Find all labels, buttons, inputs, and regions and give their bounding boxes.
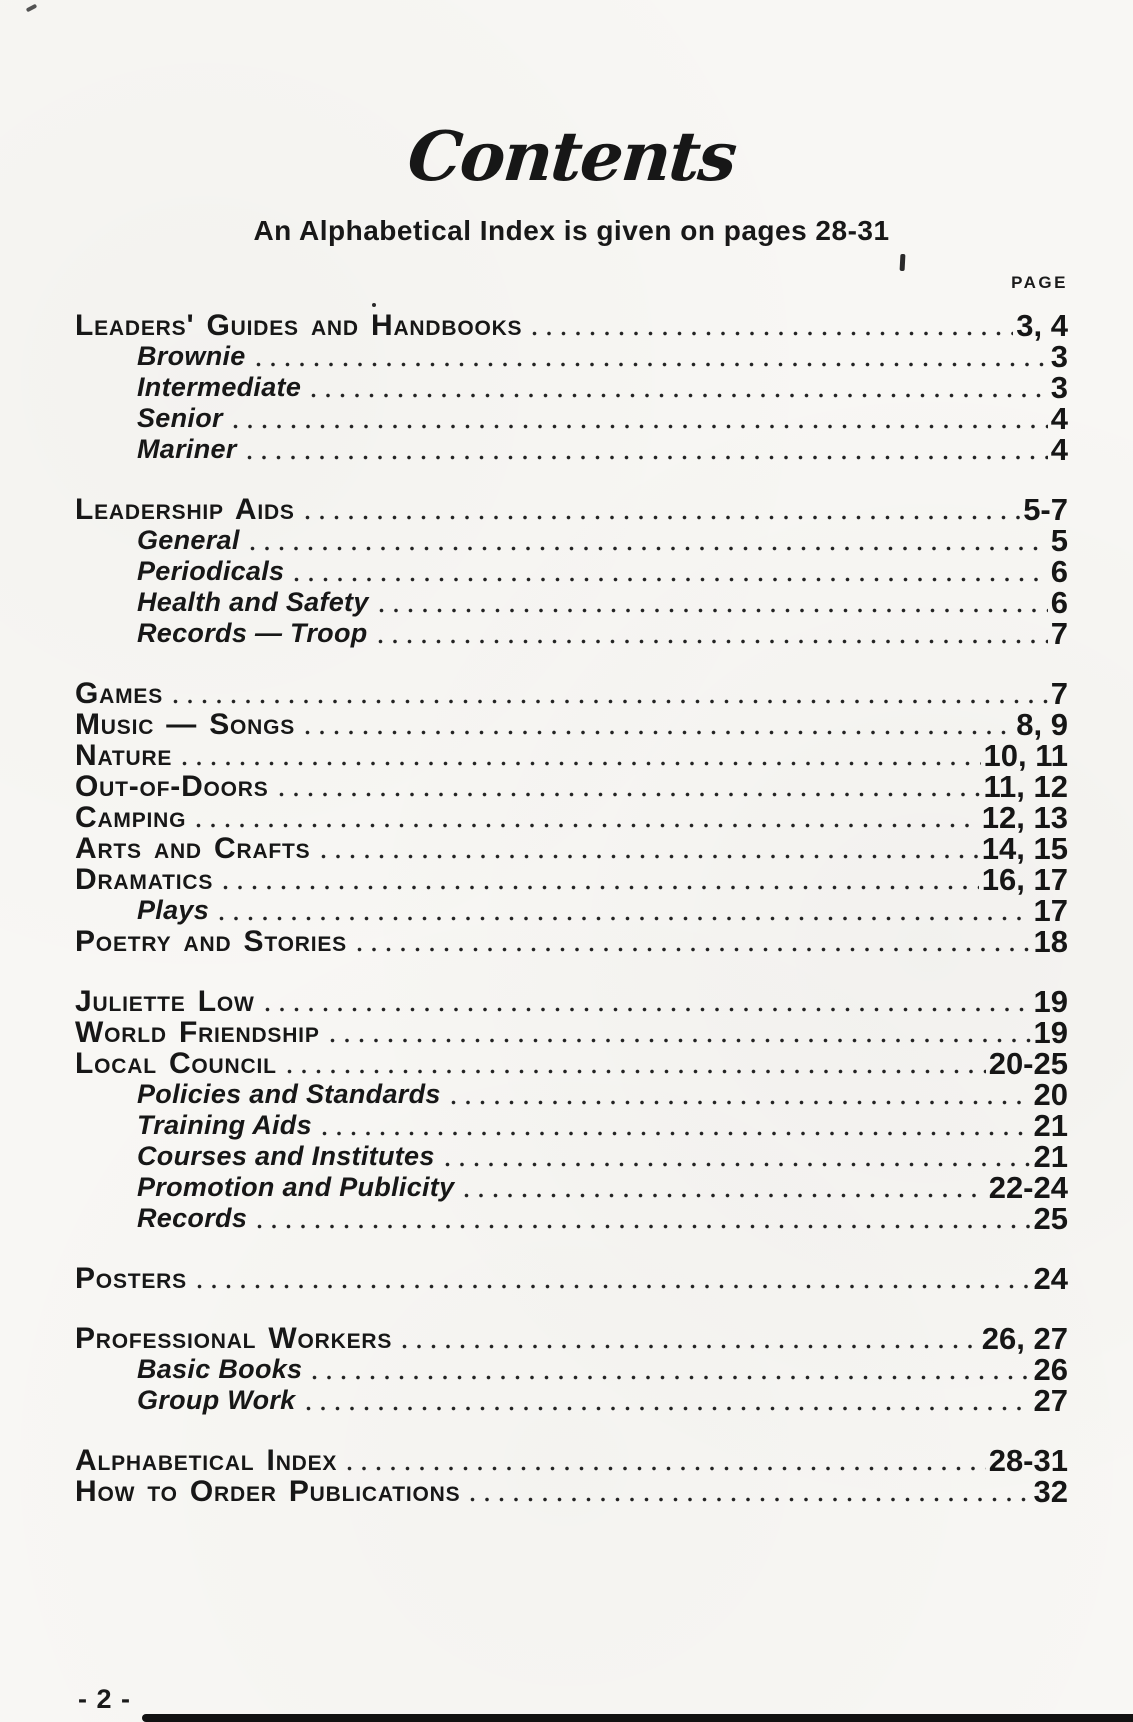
toc-entry-label: Local Council: [75, 1047, 277, 1080]
toc-row: [75, 310, 1068, 341]
toc-row: [75, 1203, 1068, 1234]
toc-row: [75, 1141, 1068, 1172]
toc-entry-label: Records: [137, 1203, 248, 1233]
toc-page-number: 21: [1033, 1108, 1068, 1143]
toc-row: [75, 1354, 1068, 1385]
toc-row: [75, 1263, 1068, 1294]
toc-page-number: 7: [1050, 616, 1068, 651]
toc-entry-label: Games: [75, 677, 164, 710]
toc-dot-leader: [347, 1445, 985, 1476]
toc-row: [75, 833, 1068, 864]
scan-speck: [26, 4, 38, 13]
toc-dot-leader: [279, 771, 981, 802]
toc-page-number: 32: [1033, 1474, 1068, 1509]
toc-page-number: 20-25: [988, 1046, 1068, 1081]
toc-dot-leader: [445, 1141, 1031, 1172]
toc-entry-label: Posters: [75, 1262, 187, 1295]
toc-page-number: 3, 4: [1016, 308, 1068, 343]
toc-row: [75, 372, 1068, 403]
toc-row: [75, 771, 1068, 802]
toc-row: [75, 1445, 1068, 1476]
toc-page-number: 25: [1033, 1201, 1068, 1236]
toc-dot-leader: [173, 678, 1048, 709]
toc-entry-label: Nature: [75, 739, 173, 772]
toc-entry-label: Basic Books: [137, 1354, 303, 1384]
toc-dot-leader: [378, 618, 1048, 649]
page-sheet: [75, 0, 1068, 1507]
toc-dot-leader: [464, 1172, 985, 1203]
toc-row: [75, 587, 1068, 618]
toc-entry-label: World Friendship: [75, 1016, 320, 1049]
toc-entry-label: Mariner: [137, 434, 237, 464]
toc-page-number: 22-24: [988, 1170, 1068, 1205]
toc-dot-leader: [287, 1048, 986, 1079]
toc-page-number: 16, 17: [981, 862, 1068, 897]
toc-page-number: 21: [1033, 1139, 1068, 1174]
toc-dot-leader: [182, 740, 980, 771]
toc-dot-leader: [402, 1323, 979, 1354]
toc-entry-label: General: [137, 525, 240, 555]
toc-page-number: 6: [1050, 554, 1068, 589]
toc-row: [75, 802, 1068, 833]
toc-entry-label: Plays: [137, 895, 210, 925]
toc-row: [75, 678, 1068, 709]
toc-row: [75, 1323, 1068, 1354]
toc-dot-leader: [265, 986, 1031, 1017]
page-number-footer: - 2 -: [78, 1684, 132, 1714]
toc-group: [75, 1263, 1068, 1294]
toc-row: [75, 986, 1068, 1017]
contents-title: Contents: [404, 117, 739, 197]
toc-dot-leader: [305, 494, 1020, 525]
scan-speck: [900, 254, 906, 271]
toc-row: [75, 740, 1068, 771]
toc-group: [75, 1323, 1068, 1416]
toc-page-number: 19: [1033, 1015, 1068, 1050]
toc-row: [75, 1110, 1068, 1141]
toc-page-number: 14, 15: [981, 831, 1068, 866]
toc-row: [75, 1079, 1068, 1110]
page-column-header: PAGE: [1011, 273, 1068, 292]
toc-entry-label: Training Aids: [137, 1110, 312, 1140]
toc-entry-label: Senior: [137, 403, 223, 433]
toc-page-number: 7: [1050, 676, 1068, 711]
toc-group: [75, 494, 1068, 649]
toc-page-number: 28-31: [988, 1443, 1068, 1478]
toc-page-number: 11, 12: [983, 769, 1068, 804]
toc-entry-label: Leadership Aids: [75, 493, 295, 526]
toc-row: [75, 618, 1068, 649]
toc-page-number: 20: [1033, 1077, 1068, 1112]
scan-edge-bar: [142, 1714, 1133, 1722]
toc-page-number: 5: [1050, 523, 1068, 558]
toc-page-number: 19: [1033, 984, 1068, 1019]
toc-entry-label: Intermediate: [137, 372, 302, 402]
toc-row: [75, 864, 1068, 895]
toc-page-number: 18: [1033, 924, 1068, 959]
toc-entry-label: Alphabetical Index: [75, 1444, 338, 1477]
toc-dot-leader: [451, 1079, 1031, 1110]
toc-entry-label: Policies and Standards: [137, 1079, 441, 1109]
toc-page-number: 10, 11: [983, 738, 1068, 773]
toc-entry-label: Camping: [75, 801, 187, 834]
toc-page-number: 4: [1050, 401, 1068, 436]
toc-group: [75, 678, 1068, 957]
toc-dot-leader: [294, 556, 1047, 587]
toc-page-number: 4: [1050, 432, 1068, 467]
toc-list: [75, 310, 1068, 1507]
toc-row: [75, 434, 1068, 465]
toc-page-number: 12, 13: [981, 800, 1068, 835]
toc-dot-leader: [312, 1354, 1030, 1385]
toc-entry-label: Brownie: [137, 341, 246, 371]
toc-dot-leader: [305, 709, 1013, 740]
toc-dot-leader: [247, 434, 1048, 465]
toc-group: [75, 1445, 1068, 1507]
toc-row: [75, 709, 1068, 740]
toc-entry-label: Promotion and Publicity: [137, 1172, 455, 1202]
alphabetical-index-note: An Alphabetical Index is given on pages 28-31: [253, 215, 890, 246]
toc-row: [75, 1017, 1068, 1048]
toc-dot-leader: [322, 1110, 1031, 1141]
toc-row: [75, 1476, 1068, 1507]
scan-speck: [372, 303, 376, 307]
toc-page-number: 6: [1050, 585, 1068, 620]
toc-page-number: 8, 9: [1016, 707, 1068, 742]
toc-group: [75, 986, 1068, 1234]
toc-row: [75, 1385, 1068, 1416]
toc-dot-leader: [330, 1017, 1031, 1048]
toc-row: [75, 403, 1068, 434]
toc-row: [75, 494, 1068, 525]
toc-entry-label: Leaders' Guides and Handbooks: [75, 309, 523, 342]
toc-row: [75, 895, 1068, 926]
toc-row: [75, 926, 1068, 957]
toc-entry-label: Group Work: [137, 1385, 296, 1415]
toc-entry-label: Courses and Institutes: [137, 1141, 435, 1171]
toc-row: [75, 1048, 1068, 1079]
toc-row: [75, 1172, 1068, 1203]
toc-dot-leader: [357, 926, 1031, 957]
toc-page-number: 27: [1033, 1383, 1068, 1418]
toc-dot-leader: [532, 310, 1013, 341]
toc-page-number: 26, 27: [981, 1321, 1068, 1356]
toc-dot-leader: [306, 1385, 1031, 1416]
toc-row: [75, 341, 1068, 372]
toc-dot-leader: [256, 341, 1048, 372]
toc-entry-label: Out-of-Doors: [75, 770, 269, 803]
toc-dot-leader: [470, 1476, 1030, 1507]
toc-dot-leader: [223, 864, 979, 895]
toc-entry-label: Dramatics: [75, 863, 214, 896]
toc-dot-leader: [321, 833, 979, 864]
toc-entry-label: How to Order Publications: [75, 1475, 461, 1508]
toc-entry-label: Poetry and Stories: [75, 925, 347, 958]
toc-dot-leader: [196, 802, 979, 833]
toc-page-number: 26: [1033, 1352, 1068, 1387]
toc-page-number: 5-7: [1023, 492, 1068, 527]
toc-dot-leader: [311, 372, 1048, 403]
toc-page-number: 24: [1033, 1261, 1068, 1296]
toc-dot-leader: [379, 587, 1048, 618]
toc-dot-leader: [233, 403, 1048, 434]
toc-dot-leader: [197, 1263, 1031, 1294]
toc-group: [75, 310, 1068, 465]
toc-dot-leader: [250, 525, 1048, 556]
toc-entry-label: Health and Safety: [137, 587, 369, 617]
toc-row: [75, 556, 1068, 587]
toc-entry-label: Records — Troop: [137, 618, 368, 648]
toc-dot-leader: [257, 1203, 1030, 1234]
toc-dot-leader: [219, 895, 1030, 926]
toc-entry-label: Arts and Crafts: [75, 832, 311, 865]
toc-entry-label: Music — Songs: [75, 708, 296, 741]
toc-entry-label: Periodicals: [137, 556, 285, 586]
toc-row: [75, 525, 1068, 556]
toc-page-number: 3: [1050, 339, 1068, 374]
toc-page-number: 17: [1033, 893, 1068, 928]
toc-entry-label: Juliette Low: [75, 985, 255, 1018]
toc-page-number: 3: [1050, 370, 1068, 405]
toc-entry-label: Professional Workers: [75, 1322, 393, 1355]
